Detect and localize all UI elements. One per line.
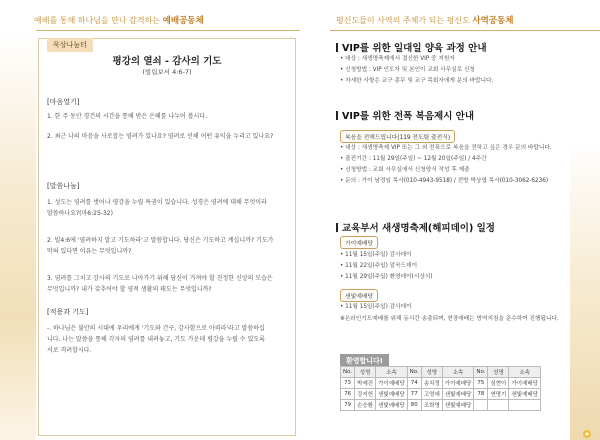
table-row xyxy=(341,378,541,389)
vip-training-title: VIP를 위한 일대일 양육 과정 안내 xyxy=(336,40,487,54)
table-cell: 박예진 xyxy=(355,378,376,389)
happyday-note: ※온라인기도예배를 위해 동시간 송출되며, 현장예배는 방역지침을 준수하여 진행됩니다. xyxy=(340,316,559,322)
gospel-item-1: • 대상 : 새생명축제 VIP 또는 그 외 전폭으로 복음을 전하고 싶은 경우 문의 바랍니다. xyxy=(340,145,552,151)
table-cell: 77 xyxy=(407,389,421,400)
happyday-pill-2: 샌빛예배당 xyxy=(340,289,378,302)
right-page xyxy=(300,0,600,440)
table-cell: 74 xyxy=(407,378,421,389)
table-header: 소속 xyxy=(376,367,408,378)
table-cell: 송치정 xyxy=(421,378,442,389)
table-cell: 샌빛예배당 xyxy=(376,389,408,400)
vip-training-item-2: • 신청방법 : VIP 인도자 및 본인이 교회 사무실로 신청 xyxy=(340,67,475,73)
table-row xyxy=(341,389,541,400)
newcomer-table xyxy=(340,366,541,411)
table-cell: 샌빛예배당 xyxy=(376,400,408,411)
section-open-heart: [마음열기] xyxy=(47,98,80,106)
right-header-strong: 사역공동체 xyxy=(472,16,514,26)
left-header-strong: 예배공동체 xyxy=(162,16,204,26)
table-cell: 연명기 xyxy=(488,389,509,400)
section-word-sharing: [말씀나눔] xyxy=(47,182,80,190)
table-cell: 강지헌 xyxy=(355,389,376,400)
table-row xyxy=(341,400,541,411)
gospel-pill: 복음을 전해드립니다(119 전도팀 출전식) xyxy=(340,130,455,143)
gospel-item-4: • 문의 : 가이 남정임 목사(010-4943-9518) / 전방 박상엽 목사(010-3062-6236) xyxy=(340,178,549,184)
happyday-title: 교육부서 새생명축제(해피데이) 일정 xyxy=(336,220,495,234)
table-cell: 조희영 xyxy=(421,400,442,411)
table-header: 성명 xyxy=(421,367,442,378)
left-header-prefix: 예배를 통해 하나님을 만나 감격하는 xyxy=(34,16,163,25)
question-3b: 말씀하나요?(마6:25-32) xyxy=(47,210,113,217)
wheat-decoration xyxy=(0,30,36,440)
table-header: No. xyxy=(341,367,355,378)
table-cell: 가이예배당 xyxy=(442,378,474,389)
table-cell: 가이예배당 xyxy=(509,378,541,389)
table-header: 소속 xyxy=(442,367,474,378)
table-header: 성명 xyxy=(355,367,376,378)
question-5a: 3. 염려를 그치고 감사의 기도로 나아가기 위해 당신이 가져야 할 진정한 신앙의 모습은 xyxy=(47,275,273,282)
table-cell: 79 xyxy=(341,400,355,411)
question-6a: -. 하나님은 불안의 시대에 우리에게 '기도와 간구, 감사함으로 아뢰라'라고 말씀하십 xyxy=(47,325,265,332)
table-cell: 76 xyxy=(341,389,355,400)
question-4a: 2. 빌4:6에 '염려하지 말고 기도하라'고 말씀합니다. 당신은 기도하고 계십니까? 기도가 xyxy=(47,237,274,244)
question-6c: 서로 격려합시다. xyxy=(47,347,92,354)
table-cell: 78 xyxy=(474,389,488,400)
gospel-title: VIP를 위한 전폭 복음제시 안내 xyxy=(336,108,474,122)
table-header: No. xyxy=(474,367,488,378)
table-header: 소속 xyxy=(509,367,541,378)
question-5b: 무엇입니까? 내가 갖추어야 할 영적 생활의 태도는 무엇입니까? xyxy=(47,286,212,293)
happyday-item-3: • 11월 29일(주일) 환영데이(시상식) xyxy=(340,274,433,280)
table-cell xyxy=(488,400,509,411)
table-cell: 고영애 xyxy=(421,389,442,400)
table-cell: 75 xyxy=(474,378,488,389)
vip-training-item-1: • 대상 : 새생명축제에서 결신한 VIP 중 지원자 xyxy=(340,56,455,62)
question-3a: 1. 성도는 염려를 벗어나 평강을 누릴 특권이 있습니다. 성경은 염려에 대해 무엇이라 xyxy=(47,199,267,206)
gospel-item-3: • 신청방법 : 교회 사무실에서 신청양식 작성 후 제출 xyxy=(340,167,470,173)
section-apply-pray: [적용과 기도] xyxy=(47,308,89,316)
question-6b: 니다. 나는 말씀을 통해 각자의 염려를 내려놓고, 기도 가운데 평강을 누릴 수 있도록 xyxy=(47,336,265,343)
table-cell: 심현아 xyxy=(488,378,509,389)
table-header-row xyxy=(341,367,541,378)
meditation-title: 평강의 열쇠 - 감사의 기도 xyxy=(112,56,222,67)
happyday-item-1: • 11월 15일(주일) 감사데이 xyxy=(340,252,412,258)
gospel-item-2: • 출전기간 : 11월 29일(주일) ~ 12월 20일(주일) / 4주간 xyxy=(340,156,487,162)
meditation-subtitle: (빌립보서 4:6-7) xyxy=(142,68,192,76)
happyday-pill-1: 가이예배당 xyxy=(340,236,378,249)
table-cell: 73 xyxy=(341,378,355,389)
table-cell: 손승환 xyxy=(355,400,376,411)
table-cell: 샌빛예배당 xyxy=(442,400,474,411)
left-header-rule xyxy=(30,30,300,31)
table-cell: 샌빛예배당 xyxy=(442,389,474,400)
welcome-badge: 환영합니다! xyxy=(340,354,389,368)
right-header-rule xyxy=(330,30,600,31)
question-2: 2. 최근 나의 마음을 사로잡는 염려가 있나요? 염려로 인해 어떤 유익을 누리고 있나요? xyxy=(47,133,274,140)
question-4b: 막혀 있다면 이유는 무엇입니까? xyxy=(47,248,132,255)
right-header-prefix: 평신도들이 사역의 주체가 되는 평신도 xyxy=(336,16,473,25)
table-cell xyxy=(474,400,488,411)
table-cell: 80 xyxy=(407,400,421,411)
vip-training-item-3: • 자세한 사항은 교구 총무 및 교구 목회자에게 문의 바랍니다. xyxy=(340,78,494,84)
happyday-item-4: • 11월 15일(주일) 감사데이 xyxy=(340,304,412,310)
table-cell xyxy=(509,400,541,411)
flower-icon xyxy=(582,424,592,434)
meditation-tag: 묵상나눔터 xyxy=(47,38,93,52)
table-header: No. xyxy=(407,367,421,378)
table-cell: 샌빛예배당 xyxy=(509,389,541,400)
meditation-box xyxy=(38,38,296,436)
right-header xyxy=(336,14,513,26)
table-cell: 가이예배당 xyxy=(376,378,408,389)
left-header xyxy=(34,14,204,26)
table-header: 성명 xyxy=(488,367,509,378)
question-1: 1. 한 주 동안 경건의 시간을 통해 받은 은혜를 나누어 봅시다. xyxy=(47,113,208,120)
happyday-item-2: • 11월 22일(주일) 알곡드데이 xyxy=(340,263,418,269)
